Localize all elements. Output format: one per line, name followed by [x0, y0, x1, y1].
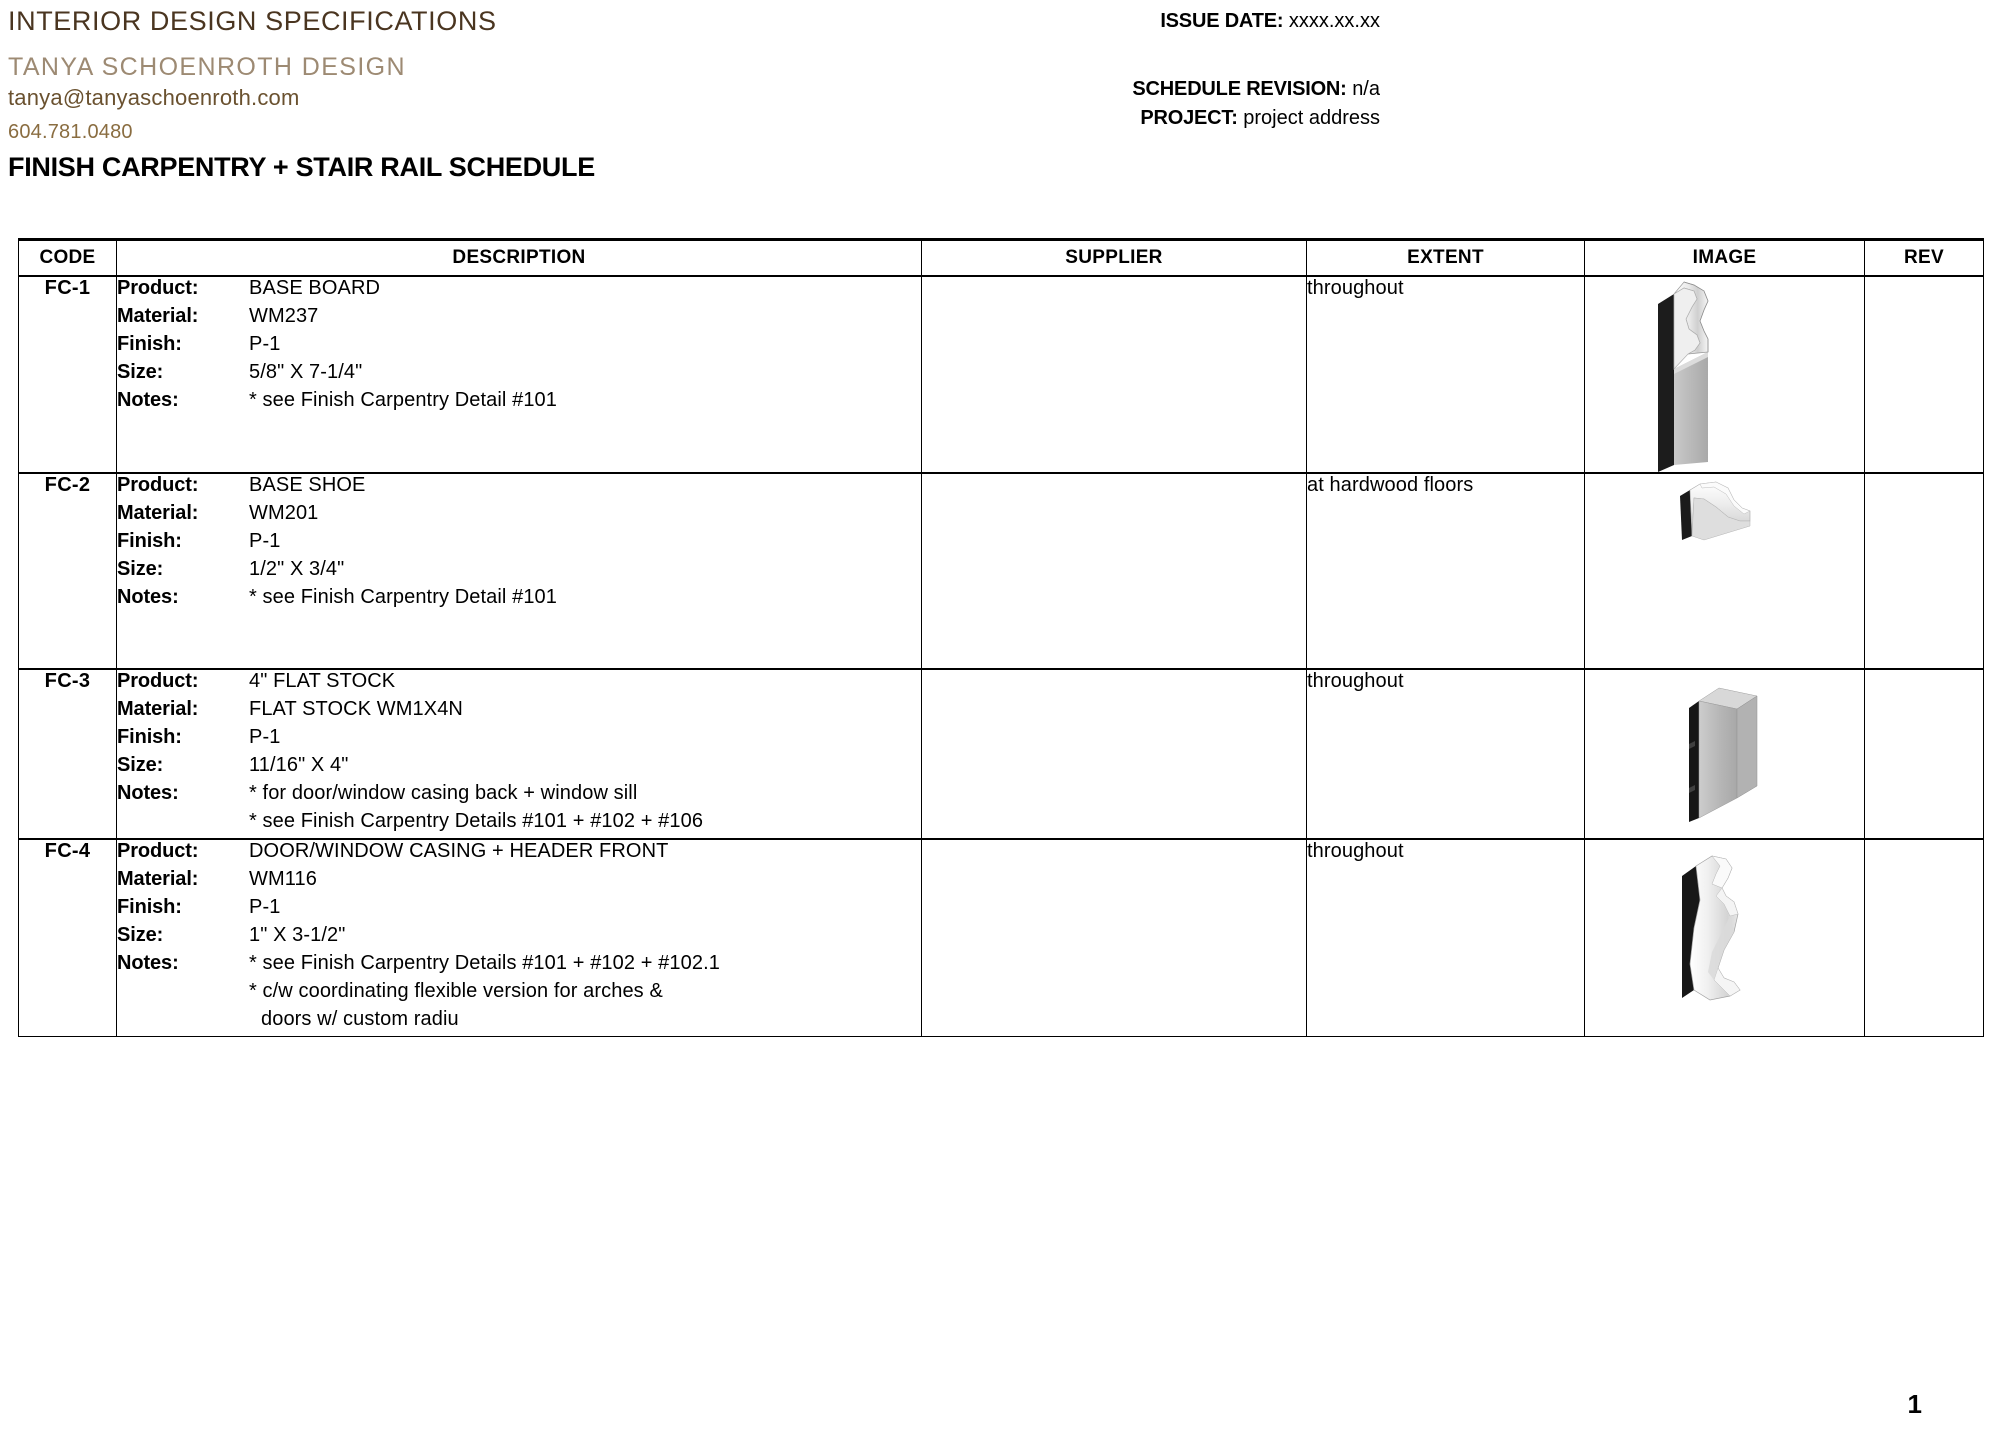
row-code: FC-1	[19, 276, 117, 473]
spec-value-finish: P-1	[249, 333, 281, 355]
flat-stock-profile-icon	[1665, 670, 1785, 830]
spec-label-finish: Finish:	[117, 726, 182, 748]
table-row	[19, 839, 1984, 1037]
row-supplier	[922, 276, 1307, 473]
column-header-image: IMAGE	[1585, 240, 1865, 277]
base-shoe-profile-icon	[1670, 474, 1780, 546]
table-header-row	[19, 240, 1984, 277]
schedule-revision-row	[1132, 78, 1380, 101]
spec-label-notes: Notes:	[117, 782, 179, 804]
spec-label-size: Size:	[117, 924, 164, 946]
spec-label-finish: Finish:	[117, 333, 182, 355]
spec-value-material: WM237	[249, 305, 319, 327]
spec-value-note-1: * c/w coordinating flexible version for arches &	[249, 980, 663, 1002]
spec-value-finish: P-1	[249, 726, 281, 748]
issue-date-label: ISSUE DATE:	[1160, 10, 1284, 32]
issue-date-row	[1160, 10, 1380, 33]
spec-label-finish: Finish:	[117, 896, 182, 918]
row-supplier	[922, 473, 1307, 669]
spec-value-note-2: doors w/ custom radiu	[261, 1008, 459, 1030]
brand-name: TANYA SCHOENROTH DESIGN	[8, 53, 406, 81]
spec-value-note-0: * see Finish Carpentry Detail #101	[249, 389, 557, 411]
spec-line-notes	[117, 586, 921, 614]
casing-profile-icon	[1660, 840, 1790, 1008]
row-image	[1585, 669, 1865, 839]
project-value: project address	[1243, 107, 1380, 129]
document-title: INTERIOR DESIGN SPECIFICATIONS	[8, 6, 497, 36]
spec-value-note-0: * see Finish Carpentry Detail #101	[249, 586, 557, 608]
row-rev	[1865, 839, 1984, 1037]
row-code: FC-3	[19, 669, 117, 839]
row-code: FC-2	[19, 473, 117, 669]
spec-line-finish	[117, 726, 921, 754]
column-header-extent: EXTENT	[1307, 240, 1585, 277]
row-description	[117, 276, 922, 473]
spec-value-material: FLAT STOCK WM1X4N	[249, 698, 463, 720]
row-description	[117, 669, 922, 839]
row-code: FC-4	[19, 839, 117, 1037]
spec-line-material	[117, 502, 921, 530]
row-description	[117, 839, 922, 1037]
table-row	[19, 473, 1984, 669]
page-number: 1	[1907, 1389, 1922, 1419]
row-extent: throughout	[1307, 839, 1585, 1037]
spec-label-material: Material:	[117, 305, 199, 327]
column-header-supplier: SUPPLIER	[922, 240, 1307, 277]
spec-line-product	[117, 840, 921, 868]
spec-label-product: Product:	[117, 277, 199, 299]
spec-value-product: BASE SHOE	[249, 474, 366, 496]
spec-line-product	[117, 474, 921, 502]
schedule-title: FINISH CARPENTRY + STAIR RAIL SCHEDULE	[8, 152, 595, 182]
spec-value-note-1: * see Finish Carpentry Details #101 + #102 + #106	[249, 810, 704, 832]
spec-value-product: DOOR/WINDOW CASING + HEADER FRONT	[249, 840, 669, 862]
finish-carpentry-schedule-table	[18, 238, 1984, 1037]
base-board-profile-icon	[1650, 277, 1800, 472]
row-extent: at hardwood floors	[1307, 473, 1585, 669]
row-image	[1585, 839, 1865, 1037]
spec-line-finish	[117, 896, 921, 924]
spec-value-product: BASE BOARD	[249, 277, 381, 299]
row-rev	[1865, 473, 1984, 669]
spec-label-notes: Notes:	[117, 389, 179, 411]
spec-label-notes: Notes:	[117, 952, 179, 974]
spec-line-product	[117, 670, 921, 698]
spec-value-material: WM116	[249, 868, 317, 890]
spec-value-size: 1" X 3-1/2"	[249, 924, 346, 946]
spec-line-notes	[117, 782, 921, 810]
spec-value-finish: P-1	[249, 530, 281, 552]
row-extent: throughout	[1307, 276, 1585, 473]
schedule-revision-value: n/a	[1352, 78, 1380, 100]
spec-label-material: Material:	[117, 868, 199, 890]
schedule-revision-label: SCHEDULE REVISION:	[1132, 78, 1347, 100]
spec-line-material	[117, 868, 921, 896]
spec-label-product: Product:	[117, 474, 199, 496]
project-label: PROJECT:	[1140, 107, 1238, 129]
row-extent: throughout	[1307, 669, 1585, 839]
spec-label-material: Material:	[117, 502, 199, 524]
spec-line-size	[117, 924, 921, 952]
spec-value-note-0: * for door/window casing back + window sill	[249, 782, 638, 804]
row-supplier	[922, 669, 1307, 839]
spec-value-note-0: * see Finish Carpentry Details #101 + #102 + #102.1	[249, 952, 720, 974]
spec-value-size: 1/2" X 3/4"	[249, 558, 345, 580]
brand-phone: 604.781.0480	[8, 121, 133, 143]
row-image	[1585, 276, 1865, 473]
spec-line-size	[117, 361, 921, 389]
spec-line-notes	[117, 952, 921, 980]
spec-label-product: Product:	[117, 670, 199, 692]
spec-line-material	[117, 305, 921, 333]
column-header-code: CODE	[19, 240, 117, 277]
spec-line-finish	[117, 333, 921, 361]
spec-label-size: Size:	[117, 558, 164, 580]
spec-label-material: Material:	[117, 698, 199, 720]
spec-value-size: 5/8" X 7-1/4"	[249, 361, 363, 383]
spec-label-size: Size:	[117, 361, 164, 383]
table-row	[19, 669, 1984, 839]
spec-line-size	[117, 754, 921, 782]
header-left-block	[8, 6, 497, 144]
spec-line-notes	[117, 389, 921, 417]
spec-label-notes: Notes:	[117, 586, 179, 608]
row-rev	[1865, 276, 1984, 473]
spec-line-product	[117, 277, 921, 305]
row-description	[117, 473, 922, 669]
spec-value-finish: P-1	[249, 896, 281, 918]
spec-value-product: 4" FLAT STOCK	[249, 670, 396, 692]
project-row	[1140, 107, 1380, 130]
column-header-description: DESCRIPTION	[117, 240, 922, 277]
spec-line-finish	[117, 530, 921, 558]
row-rev	[1865, 669, 1984, 839]
table-row	[19, 276, 1984, 473]
row-supplier	[922, 839, 1307, 1037]
spec-label-finish: Finish:	[117, 530, 182, 552]
brand-email: tanya@tanyaschoenroth.com	[8, 85, 300, 110]
spec-line-size	[117, 558, 921, 586]
column-header-rev: REV	[1865, 240, 1984, 277]
issue-date-value: xxxx.xx.xx	[1288, 10, 1380, 32]
spec-label-product: Product:	[117, 840, 199, 862]
spec-value-size: 11/16" X 4"	[249, 754, 349, 776]
spec-label-size: Size:	[117, 754, 164, 776]
row-image	[1585, 473, 1865, 669]
spec-line-material	[117, 698, 921, 726]
spec-value-material: WM201	[249, 502, 319, 524]
